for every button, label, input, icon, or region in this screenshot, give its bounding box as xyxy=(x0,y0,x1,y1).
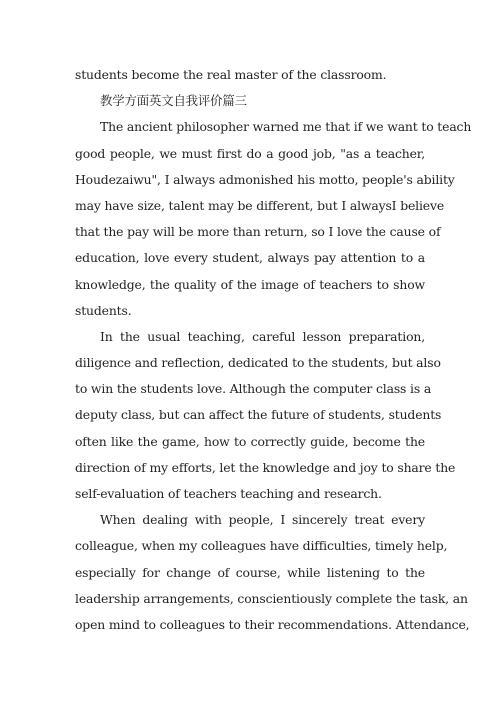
text-line: may have size, talent may be different, but I alwaysI believe xyxy=(75,197,445,213)
text-line: students become the real master of the classroom. xyxy=(75,67,387,82)
text-line: self-evaluation of teachers teaching and research. xyxy=(75,486,382,501)
text-line: open mind to colleagues to their recommendations. Attendance, xyxy=(75,616,470,632)
text-line: In the usual teaching, careful lesson preparation, xyxy=(100,328,425,344)
text-line: direction of my efforts, let the knowledge and joy to share the xyxy=(75,459,456,475)
text-line: The ancient philosopher warned me that if we want to teach xyxy=(100,119,472,135)
section-heading: 教学方面英文自我评价篇三 xyxy=(100,93,247,109)
text-line: that the pay will be more than return, so I love the cause of xyxy=(75,224,441,240)
text-line: leadership arrangements, conscientiously complete the task, an xyxy=(75,590,468,606)
text-line: often like the game, how to correctly guide, become the xyxy=(75,433,425,449)
text-line: good people, we must first do a good job, "as a teacher, xyxy=(75,145,425,161)
text-line: deputy class, but can affect the future of students, students xyxy=(75,407,442,423)
text-line: education, love every student, always pay attention to a xyxy=(75,250,425,266)
text-line: Houdezaiwu", I always admonished his motto, people's ability xyxy=(75,171,455,187)
text-line: to win the students love. Although the computer class is a xyxy=(75,381,432,397)
text-line: knowledge, the quality of the image of teachers to show xyxy=(75,276,425,292)
text-line: especially for change of course, while listening to the xyxy=(75,564,425,580)
document-page xyxy=(75,62,472,638)
text-line: students. xyxy=(75,302,132,318)
text-line: When dealing with people, I sincerely treat every xyxy=(100,512,425,528)
text-line: diligence and reflection, dedicated to the students, but also xyxy=(75,355,441,371)
text-line: colleague, when my colleagues have difficulties, timely help, xyxy=(75,538,448,554)
